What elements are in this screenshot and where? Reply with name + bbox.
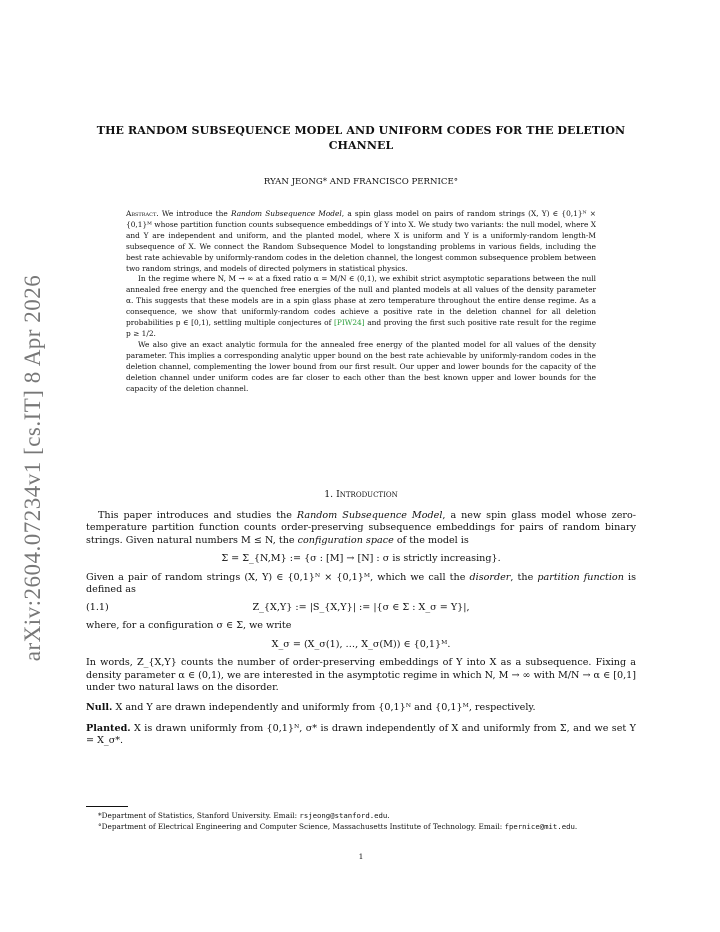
abstract-paragraph-1: Abstract. We introduce the Random Subsequence Model, a spin glass model on pairs of random strings (X, Y) ∈ {0,1}ᴺ × {0,1}ᴹ whose partition function counts subsequence embeddings of Y into X. We study two variants: the null model, where X and Y are independent and uniform, and the planted model, where X is uniform and Y is a uniformly-random length-M subsequence of X. We connect the Random Subsequence Model to longstanding problems in various fields, including the best rate achievable by uniformly-random codes in the deletion channel, the longest common subsequence problem between two random strings, and models of directed polymers in statistical physics. <box>126 209 596 273</box>
equation-config-string: X_σ = (X_σ(1), …, X_σ(M)) ∈ {0,1}ᴹ. <box>271 638 451 650</box>
footnotes <box>86 806 636 832</box>
null-model-definition: Null. X and Y are drawn independently and uniformly from {0,1}ᴺ and {0,1}ᴹ, respectively. <box>86 702 536 714</box>
equation-partition-function <box>86 602 636 616</box>
title-line-2: CHANNEL <box>328 139 394 152</box>
arxiv-sidebar-stamp <box>18 268 48 668</box>
footnote-1: *Department of Statistics, Stanford University. Email: rsjeong@stanford.edu. <box>98 811 390 820</box>
abstract-paragraph-2: In the regime where N, M → ∞ at a fixed ratio α = M/N ∈ (0,1), we exhibit strict asymptotic separations between the null annealed free energy and the quenched free energies of the null and planted models at all values of the density parameter α. This suggests that these models are in a spin glass phase at zero temperature throughout the entire dense regime. As a consequence, we show that uniformly-random codes achieve a positive rate in the deletion channel for all deletion probabilities p ∈ [0,1), settling multiple conjectures of [PIW24] and proving the first such positive rate result for the regime p ≥ 1/2. <box>126 274 597 338</box>
email-link[interactable]: fpernice@mit.edu <box>504 822 575 831</box>
email-link[interactable]: rsjeong@stanford.edu <box>299 811 388 820</box>
footnote-rule <box>86 806 128 807</box>
equation-configuration-space: Σ = Σ_{N,M} := {σ : [M] → [N] : σ is strictly increasing}. <box>221 553 501 565</box>
arxiv-identifier: arXiv:2604.07234v1 [cs.IT] 8 Apr 2026 <box>20 274 45 662</box>
footnote-2: °Department of Electrical Engineering and Computer Science, Massachusetts Institute of Technology. Email: fpernice@mit.edu. <box>98 822 578 831</box>
intro-paragraph-4: In words, Z_{X,Y} counts the number of order-preserving embeddings of Y into X as a subsequence. Fixing a density parameter α ∈ (0,1), we are interested in the asymptotic regime in which N, M → ∞ with M/N → α ∈ [0,1] under two natural laws on the disorder. <box>86 657 636 694</box>
intro-paragraph-2: Given a pair of random strings (X, Y) ∈ {0,1}ᴺ × {0,1}ᴹ, which we call the disorder, the partition function is defined as <box>86 571 636 596</box>
equation-number: (1.1) <box>86 602 109 614</box>
paper-title <box>86 123 636 153</box>
abstract-label: Abstract. <box>126 209 159 218</box>
page-number: 1 <box>358 852 364 861</box>
planted-model-definition: Planted. X is drawn uniformly from {0,1}ᴺ, σ* is drawn independently of X and uniformly from Σ, and we set Y = X_σ*. <box>86 722 636 747</box>
intro-paragraph-1: This paper introduces and studies the Random Subsequence Model, a new spin glass model whose zero-temperature partition function counts order-preserving subsequence embeddings for pairs of random binary strings. Given natural numbers M ≤ N, the configuration space of the model is <box>86 510 636 546</box>
author-list: RYAN JEONG* AND FRANCISCO PERNICE° <box>263 177 459 187</box>
section-heading-introduction: 1. Introduction <box>324 489 398 500</box>
title-line-1: THE RANDOM SUBSEQUENCE MODEL AND UNIFORM CODES FOR THE DELETION <box>96 124 626 137</box>
citation-link[interactable]: [PIW24] <box>333 318 365 328</box>
intro-paragraph-3: where, for a configuration σ ∈ Σ, we write <box>86 620 292 632</box>
introduction-body <box>86 510 636 748</box>
abstract-paragraph-3: We also give an exact analytic formula for the annealed free energy of the planted model for all values of the density parameter. This implies a corresponding analytic upper bound on the best rate achievable by uniformly-random codes in the deletion channel, complementing the lower bound from our first result. Our upper and lower bounds for the capacity of the deletion channel under uniform codes are far closer to each other than the best known upper and lower bounds for the capacity of the deletion channel. <box>126 339 596 393</box>
equation-partition-body: Z_{X,Y} := |S_{X,Y}| := |{σ ∈ Σ : X_σ = Y}|, <box>252 602 470 614</box>
abstract <box>126 209 596 394</box>
